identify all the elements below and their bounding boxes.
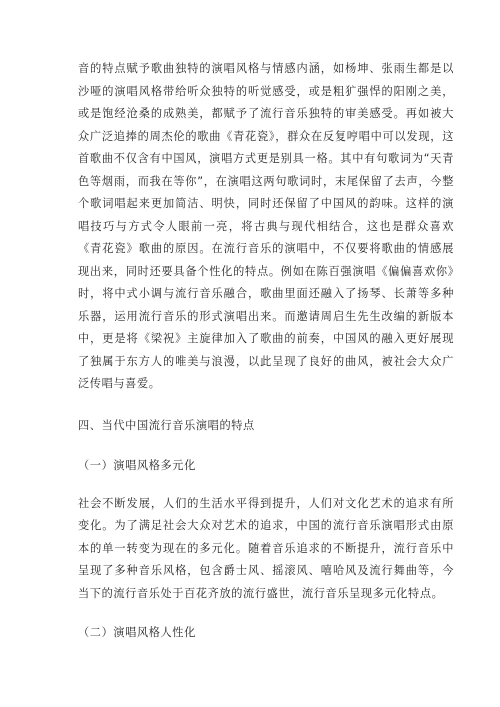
subsection-heading-humanized-style: （二）演唱风格人性化 xyxy=(78,626,196,639)
body-paragraph-singing-style-examples: 音的特点赋予歌曲独特的演唱风格与情感内涵，如杨坤、张雨生都是以沙哑的演唱风格带给听众独特的听觉感受，或是粗犷强悍的阳刚之美，或是饱经沧桑的成熟美，都赋予了流行音乐独特的审美感受。再如被大众广泛追捧的周杰伦的歌曲《青花瓷》，群众在反复哼唱中可以发现，这首歌曲不仅含有中国风，演唱方式更是别具一格。其中有句歌词为“天青色等烟雨，而我在等你”，在演唱这两句歌词时，末尾保留了去声，今整个歌词唱起来更加简洁、明快，同时还保留了中国风的韵味。这样的演唱技巧与方式令人眼前一亮，将古典与现代相结合，这也是群众喜欢《青花瓷》歌曲的原因。在流行音乐的演唱中，不仅要将歌曲的情感展现出来，同时还要具备个性化的特点。例如在陈百强演唱《偏偏喜欢你》时，将中式小调与流行音乐融合，歌曲里面还融入了扬琴、长萧等多种乐器，运用流行音乐的形式演唱出来。而邀请周启生先生改编的新版本中，更是将《梁祝》主旋律加入了歌曲的前奏，中国风的融入更好展现了独属于东方人的唯美与浪漫，以此呈现了良好的曲风，被社会大众广泛传唱与喜爱。 xyxy=(78,62,454,390)
subsection-heading-diversified-style: （一）演唱风格多元化 xyxy=(78,459,196,472)
section-heading-characteristics: 四、当代中国流行音乐演唱的特点 xyxy=(78,418,255,432)
body-paragraph-diversification: 社会不断发展，人们的生活水平得到提升，人们对文化艺术的追求有所变化。为了满足社会大众对艺术的追求，中国的流行音乐演唱形式由原本的单一转变为现在的多元化。随着音乐追求的不断提升，流行音乐中呈现了多种音乐风格，包含爵士风、摇滚风、嘻哈风及流行舞曲等，今当下的流行音乐处于百花齐放的流行盛世，流行音乐呈现多元化特点。 xyxy=(78,496,454,600)
